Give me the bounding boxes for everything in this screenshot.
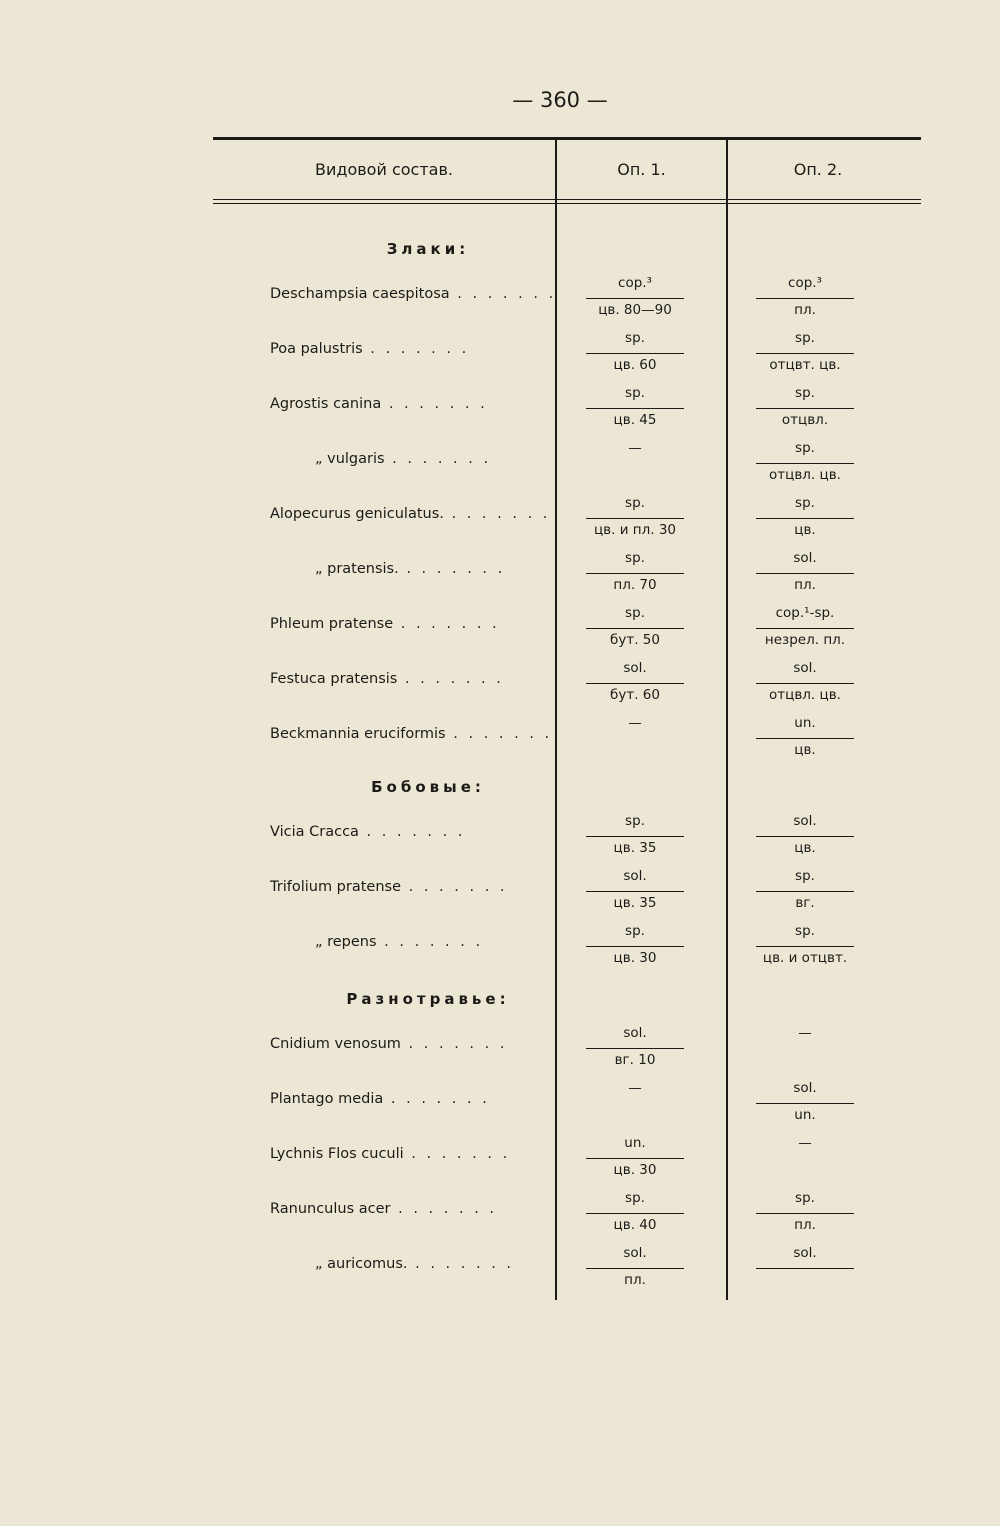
op1-value-top: sol. (623, 1025, 647, 1041)
op2-value-fraction-line (756, 1213, 854, 1214)
leader-dots: . . . . . . . (362, 341, 470, 357)
species-label: Alopecurus geniculatus. (270, 506, 444, 522)
op1-value-top: un. (624, 1135, 646, 1151)
op2-value-bottom: вг. (795, 895, 815, 911)
species-name (270, 671, 504, 687)
species-name (270, 506, 550, 522)
species-name (315, 934, 483, 950)
op2-value-top: sp. (795, 440, 815, 456)
op1-value-fraction-line (586, 573, 684, 574)
leader-dots: . . . . . . . (449, 286, 557, 302)
op1-value-top: sp. (625, 813, 645, 829)
op1-value-top: cop.³ (618, 275, 652, 291)
op2-value-top: sp. (795, 1190, 815, 1206)
op1-value-top: — (628, 715, 642, 731)
op2-value-fraction-line (756, 573, 854, 574)
leader-dots: . . . . . . . (393, 616, 500, 632)
species-name (270, 1146, 510, 1162)
op2-value-top: sol. (793, 813, 817, 829)
leader-dots: . . . . . . . (381, 396, 488, 412)
section-title: Разнотравье: (346, 990, 510, 1008)
leader-dots: . . . . . . . (401, 879, 508, 895)
op1-value-fraction-line (586, 683, 684, 684)
op1-value-top: sol. (623, 1245, 647, 1261)
op2-value-bottom: пл. (794, 302, 816, 318)
op2-value-top: sol. (793, 1245, 817, 1261)
op2-value-bottom: пл. (794, 577, 816, 593)
section-title: Бобовые: (371, 778, 485, 796)
op2-value-top: sol. (793, 1080, 817, 1096)
op1-value-top: sp. (625, 923, 645, 939)
species-label: „ vulgaris (315, 451, 385, 467)
op1-value-bottom: цв. 45 (613, 412, 657, 428)
op1-value-fraction-line (586, 1158, 684, 1159)
species-label: Beckmannia eruciformis (270, 726, 446, 742)
species-label: „ repens (315, 934, 377, 950)
op1-value-top: sp. (625, 385, 645, 401)
leader-dots: . . . . . . . (445, 726, 553, 742)
op1-value-top: sp. (625, 1190, 645, 1206)
leader-dots: . . . . . . . (398, 561, 506, 577)
species-label: Trifolium pratense (270, 879, 401, 895)
op2-value-fraction-line (756, 408, 854, 409)
op2-value-top: sp. (795, 330, 815, 346)
species-label: Vicia Cracca (270, 824, 359, 840)
op2-value-top: sp. (795, 868, 815, 884)
op2-value-fraction-line (756, 1103, 854, 1104)
species-label: Festuca pratensis (270, 671, 398, 687)
species-label: Agrostis canina (270, 396, 382, 412)
op2-value-top: cop.³ (788, 275, 822, 291)
op1-value-top: sp. (625, 330, 645, 346)
op1-value-bottom: бут. 50 (610, 632, 660, 648)
op1-value-top: sp. (625, 605, 645, 621)
species-label: Deschampsia caespitosa (270, 286, 450, 302)
op2-value-fraction-line (756, 683, 854, 684)
column-divider-1 (555, 140, 557, 1300)
op1-value-bottom: пл. (624, 1272, 646, 1288)
header-op1: Оп. 1. (617, 160, 666, 179)
op2-value-top: un. (794, 715, 816, 731)
op1-value-top: sp. (625, 550, 645, 566)
op2-value-bottom: цв. и отцвт. (762, 950, 848, 966)
table-top-rule (213, 137, 921, 140)
op1-value-bottom: цв. и пл. 30 (593, 522, 676, 538)
page-number: — 360 — (512, 88, 608, 112)
leader-dots: . . . . . . . (403, 1146, 511, 1162)
op2-value-fraction-line (756, 298, 854, 299)
op1-value-bottom: цв. 30 (613, 950, 657, 966)
op2-value-bottom: незрел. пл. (764, 632, 846, 648)
species-name (270, 396, 488, 412)
op2-value-fraction-line (756, 891, 854, 892)
op2-value-bottom: отцвл. (781, 412, 829, 428)
op1-value-top: sp. (625, 495, 645, 511)
species-name (270, 824, 465, 840)
species-name (270, 1201, 497, 1217)
op2-value-fraction-line (756, 353, 854, 354)
species-name (315, 1256, 514, 1272)
table-header-rule-double (213, 203, 921, 204)
species-name (315, 451, 491, 467)
op1-value-fraction-line (586, 891, 684, 892)
op2-value-top: sp. (795, 923, 815, 939)
op1-value-bottom: вг. 10 (614, 1052, 656, 1068)
op1-value-fraction-line (586, 408, 684, 409)
op2-value-top: cop.¹-sp. (775, 605, 835, 621)
op1-value-top: — (628, 1080, 642, 1096)
op2-value-fraction-line (756, 1268, 854, 1269)
op1-value-fraction-line (586, 1213, 684, 1214)
species-name (270, 616, 500, 632)
op1-value-fraction-line (586, 836, 684, 837)
table-header-rule (213, 199, 921, 200)
op1-value-bottom: цв. 40 (613, 1217, 657, 1233)
op1-value-top: sol. (623, 868, 647, 884)
header-species: Видовой состав. (315, 160, 453, 179)
species-label: Cnidium venosum (270, 1036, 401, 1052)
op1-value-fraction-line (586, 518, 684, 519)
leader-dots: . . . . . . . (383, 1091, 490, 1107)
op1-value-top: sol. (623, 660, 647, 676)
leader-dots: . . . . . . . (407, 1256, 515, 1272)
op1-value-bottom: пл. 70 (613, 577, 657, 593)
op2-value-fraction-line (756, 946, 854, 947)
op2-value-bottom: отцвл. цв. (769, 467, 841, 483)
column-divider-2 (726, 140, 728, 1300)
leader-dots: . . . . . . . (397, 671, 504, 687)
op1-value-bottom: цв. 35 (613, 895, 657, 911)
op1-value-bottom: цв. 60 (613, 357, 657, 373)
species-label: Lychnis Flos cuculi (270, 1146, 404, 1162)
leader-dots: . . . . . . . (390, 1201, 498, 1217)
op2-value-bottom: цв. (794, 742, 816, 758)
op2-value-top: sol. (793, 660, 817, 676)
op2-value-top: — (798, 1135, 812, 1151)
op2-value-top: — (798, 1025, 812, 1041)
leader-dots: . . . . . . . (376, 934, 484, 950)
op2-value-top: sp. (795, 385, 815, 401)
op1-value-top: — (628, 440, 642, 456)
species-name (270, 341, 469, 357)
op2-value-bottom: отцвл. цв. (769, 687, 841, 703)
op2-value-bottom: отцвт. цв. (769, 357, 841, 373)
op1-value-bottom: цв. 35 (613, 840, 657, 856)
species-label: „ pratensis. (315, 561, 399, 577)
op1-value-bottom: бут. 60 (610, 687, 660, 703)
species-name (270, 726, 552, 742)
op1-value-bottom: цв. 30 (613, 1162, 657, 1178)
op1-value-fraction-line (586, 628, 684, 629)
leader-dots: . . . . . . . (358, 824, 466, 840)
op2-value-bottom: цв. (794, 840, 816, 856)
op2-value-top: sol. (793, 550, 817, 566)
leader-dots: . . . . . . . (384, 451, 492, 467)
leader-dots: . . . . . . . (443, 506, 551, 522)
op2-value-top: sp. (795, 495, 815, 511)
op1-value-fraction-line (586, 946, 684, 947)
species-label: Plantago media (270, 1091, 384, 1107)
op2-value-fraction-line (756, 628, 854, 629)
species-label: „ auricomus. (315, 1256, 408, 1272)
header-op2: Оп. 2. (793, 160, 843, 179)
op2-value-fraction-line (756, 836, 854, 837)
op2-value-fraction-line (756, 738, 854, 739)
species-name (270, 1091, 490, 1107)
species-name (270, 879, 508, 895)
op2-value-bottom: пл. (794, 1217, 816, 1233)
species-label: Ranunculus acer (270, 1201, 391, 1217)
op1-value-bottom: цв. 80—90 (598, 302, 672, 318)
species-label: Poa palustris (270, 341, 363, 357)
op2-value-bottom: цв. (794, 522, 816, 538)
op2-value-bottom: un. (794, 1107, 816, 1123)
op2-value-fraction-line (756, 463, 854, 464)
species-name (270, 1036, 507, 1052)
op1-value-fraction-line (586, 1268, 684, 1269)
species-name (270, 286, 556, 302)
op1-value-fraction-line (586, 1048, 684, 1049)
op1-value-fraction-line (586, 298, 684, 299)
leader-dots: . . . . . . . (400, 1036, 508, 1052)
op1-value-fraction-line (586, 353, 684, 354)
species-label: Phleum pratense (270, 616, 394, 632)
op2-value-fraction-line (756, 518, 854, 519)
species-name (315, 561, 505, 577)
section-title: Злаки: (386, 240, 470, 258)
